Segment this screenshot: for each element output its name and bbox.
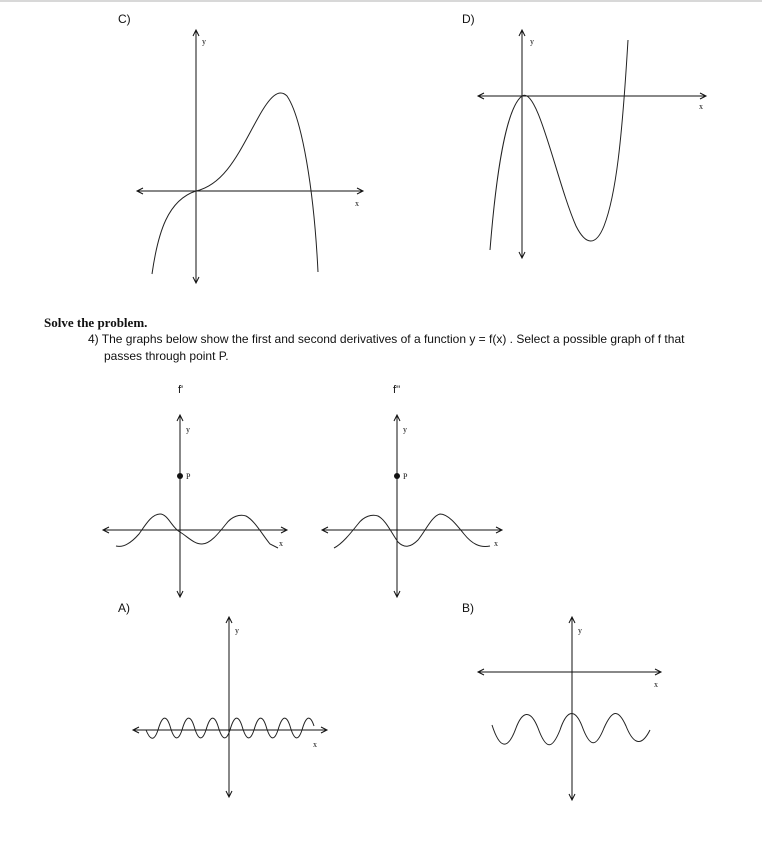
problem-number: 4) <box>88 332 99 346</box>
choice-b-curve <box>492 713 650 744</box>
choice-d-x-label: x <box>699 102 703 111</box>
f-double-prime-y-label: y <box>403 425 407 434</box>
f-double-prime-point-p-label: P <box>403 472 408 481</box>
f-prime-x-label: x <box>279 539 283 548</box>
problem-text-line2: passes through point P. <box>104 349 229 363</box>
f-prime-point-p-label: P <box>186 472 191 481</box>
section-heading: Solve the problem. <box>44 315 148 330</box>
choice-a-x-label: x <box>313 740 317 749</box>
choice-b-label[interactable]: B) <box>462 601 474 615</box>
choice-b-x-label: x <box>654 680 658 689</box>
choice-d-y-label: y <box>530 37 534 46</box>
choice-a-y-label: y <box>235 626 239 635</box>
choice-d-label[interactable]: D) <box>462 12 475 26</box>
f-double-prime-x-label: x <box>494 539 498 548</box>
choice-b-y-label: y <box>578 626 582 635</box>
choice-a-label[interactable]: A) <box>118 601 130 615</box>
problem-text-line1: The graphs below show the first and second derivatives of a function y = f(x) . Select a possible graph of f that <box>101 332 685 346</box>
f-prime-title: f' <box>178 384 184 396</box>
f-double-prime-title: f'' <box>393 384 401 396</box>
choice-c-x-label: x <box>355 199 359 208</box>
choice-c-label[interactable]: C) <box>118 12 131 26</box>
f-prime-y-label: y <box>186 425 190 434</box>
choice-c-y-label: y <box>202 37 206 46</box>
